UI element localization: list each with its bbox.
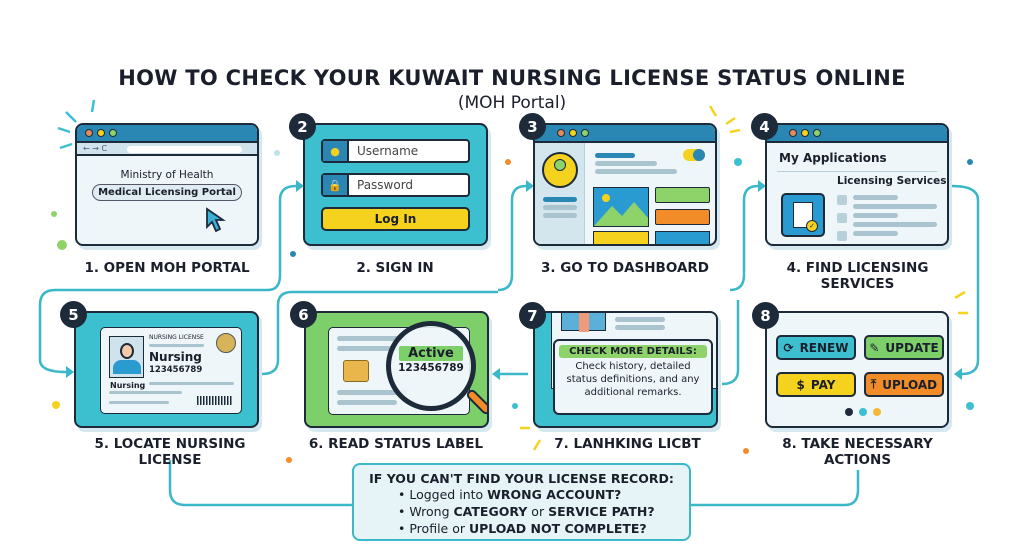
help-title: IF YOU CAN'T FIND YOUR LICENSE RECORD:: [369, 471, 674, 486]
step-8-badge: 8: [752, 302, 779, 329]
help-item: • Logged into WRONG ACCOUNT?: [398, 487, 622, 502]
step-7-details: [533, 311, 718, 428]
step-1-browser: [75, 123, 259, 246]
callout-title: CHECK MORE DETAILS:: [559, 345, 707, 358]
help-item: • Profile or UPLOAD NOT COMPLETE?: [398, 521, 647, 536]
step-7-label: 7. LANHKING LICBT: [554, 436, 701, 452]
browser-nav-icons: ← → C: [83, 144, 108, 153]
step-1-label: 1. OPEN MOH PORTAL: [84, 260, 250, 276]
user-icon: ●: [323, 141, 349, 161]
photo-caption: Nursing: [110, 381, 146, 390]
details-callout: [553, 339, 713, 415]
card-name: Nursing: [149, 350, 202, 364]
status-badge: Active: [399, 346, 463, 361]
pencil-icon: ✎: [869, 340, 880, 355]
nurse-photo: [109, 336, 144, 378]
step-6-badge: 6: [290, 301, 317, 328]
step-5-badge: 5: [60, 301, 87, 328]
toggle-icon[interactable]: [683, 149, 705, 161]
login-button[interactable]: Log In: [321, 207, 470, 231]
help-item: • Wrong CATEGORY or SERVICE PATH?: [398, 504, 655, 519]
step-5-license-card: [74, 311, 259, 428]
step-7-badge: 7: [519, 302, 546, 329]
portal-org: Ministry of Health: [120, 169, 214, 181]
step-2-badge: 2: [289, 113, 316, 140]
dollar-icon: $: [796, 377, 805, 392]
update-button[interactable]: ✎ UPDATE: [864, 335, 944, 360]
upload-icon: ⤒: [870, 377, 877, 391]
page-title: HOW TO CHECK YOUR KUWAIT NURSING LICENSE STATUS ONLINE: [118, 66, 906, 90]
step-4-badge: 4: [751, 113, 778, 140]
refresh-icon: ⟳: [783, 340, 794, 355]
step-4-label: 4. FIND LICENSING SERVICES: [786, 260, 929, 292]
upload-button[interactable]: ⤒ UPLOAD: [864, 372, 944, 397]
chip-icon: [343, 360, 369, 382]
step-8-label: 8. TAKE NECESSARY ACTIONS: [782, 436, 933, 468]
document-check-icon: ✓: [781, 193, 825, 237]
kuwait-emblem: [216, 333, 236, 353]
step-3-dashboard: [533, 123, 717, 246]
help-box: [352, 463, 691, 541]
magnifier-icon: [386, 321, 476, 411]
callout-text: Check history, detailed status definitions, and any additional remarks.: [566, 361, 700, 398]
step-3-label: 3. GO TO DASHBOARD: [541, 260, 709, 276]
username-field[interactable]: ● Username: [321, 139, 470, 163]
step-8-actions: [765, 311, 949, 428]
cursor-icon: [205, 207, 227, 233]
status-number: 123456789: [398, 362, 464, 374]
step-6-status: [304, 311, 489, 428]
image-tile: [593, 187, 649, 227]
password-field[interactable]: 🔒 Password: [321, 173, 470, 197]
pager-dots: [845, 408, 881, 416]
step-6-label: 6. READ STATUS LABEL: [308, 436, 484, 452]
licensing-services-link[interactable]: Licensing Services: [837, 175, 947, 187]
step-3-badge: 3: [519, 113, 546, 140]
lock-icon: 🔒: [323, 175, 349, 195]
card-number: 123456789: [149, 365, 203, 375]
step-5-label: 5. LOCATE NURSING LICENSE: [94, 436, 246, 468]
barcode-icon: [197, 396, 233, 405]
avatar-icon: [542, 152, 578, 188]
portal-name-button[interactable]: Medical Licensing Portal: [92, 184, 242, 201]
step-2-login: [303, 123, 488, 246]
page-subtitle: (MOH Portal): [457, 93, 567, 113]
applications-heading: My Applications: [779, 151, 887, 165]
step-4-applications: [765, 123, 949, 246]
step-2-label: 2. SIGN IN: [356, 260, 434, 276]
renew-button[interactable]: ⟳ RENEW: [776, 335, 856, 360]
pay-button[interactable]: $ PAY: [776, 372, 856, 397]
card-title: NURSING LICENSE: [149, 334, 204, 341]
